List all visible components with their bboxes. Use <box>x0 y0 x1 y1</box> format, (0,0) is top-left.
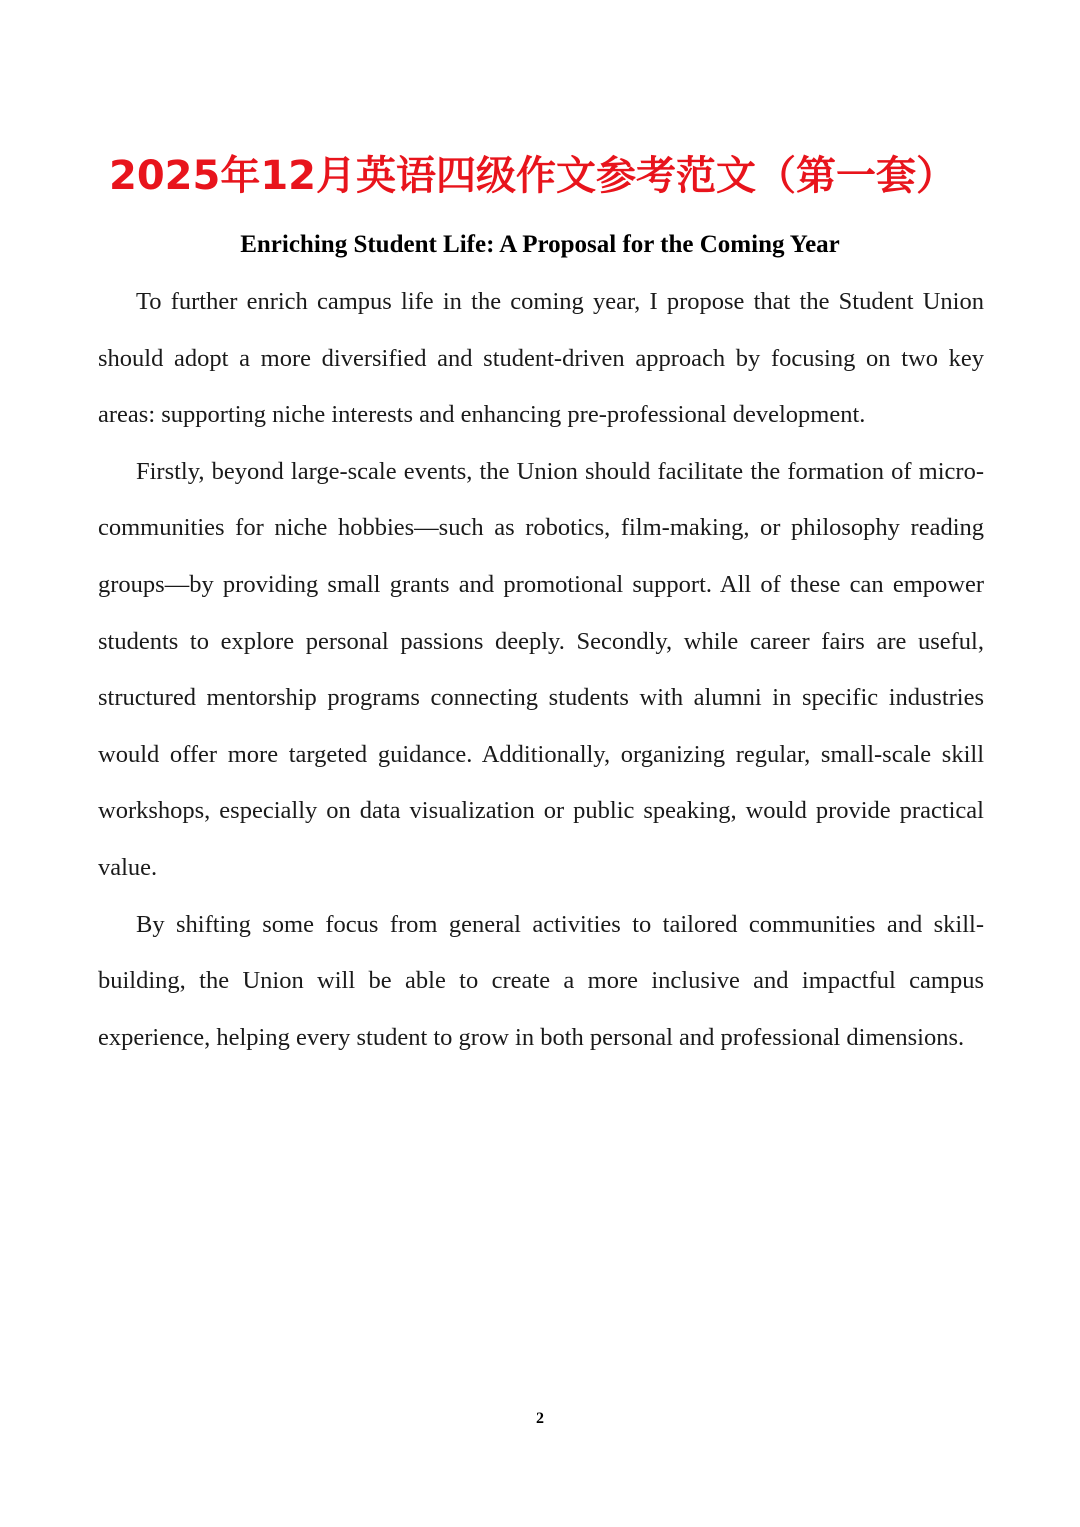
paragraph-body: Firstly, beyond large-scale events, the Union should facilitate the formation of micro-communities for niche hobbies—such as robotics, film-making, or philosophy reading groups—by providing small grants and promotional support. All of these can empower students to explore personal passions deeply. Secondly, while career fairs are useful, structured mentorship programs connecting students with alumni in specific industries would offer more targeted guidance. Additionally, organizing regular, small-scale skill workshops, especially on data visualization or public speaking, would provide practical value. <box>98 457 984 881</box>
page-number: 2 <box>536 1410 544 1427</box>
paragraph-conclusion: By shifting some focus from general activities to tailored communities and skill-building, the Union will be able to create a more inclusive and impactful campus experience, helping every student to grow in both personal and professional dimensions. <box>98 910 984 1051</box>
paragraph-intro: To further enrich campus life in the coming year, I propose that the Student Union should adopt a more diversified and student-driven approach by focusing on two key areas: supporting niche interests and enhancing pre-professional development. <box>98 288 984 429</box>
main-title: 2025年12月英语四级作文参考范文（第一套） <box>109 153 956 199</box>
essay-title: Enriching Student Life: A Proposal for the Coming Year <box>240 231 840 258</box>
essay-body <box>98 274 984 1066</box>
